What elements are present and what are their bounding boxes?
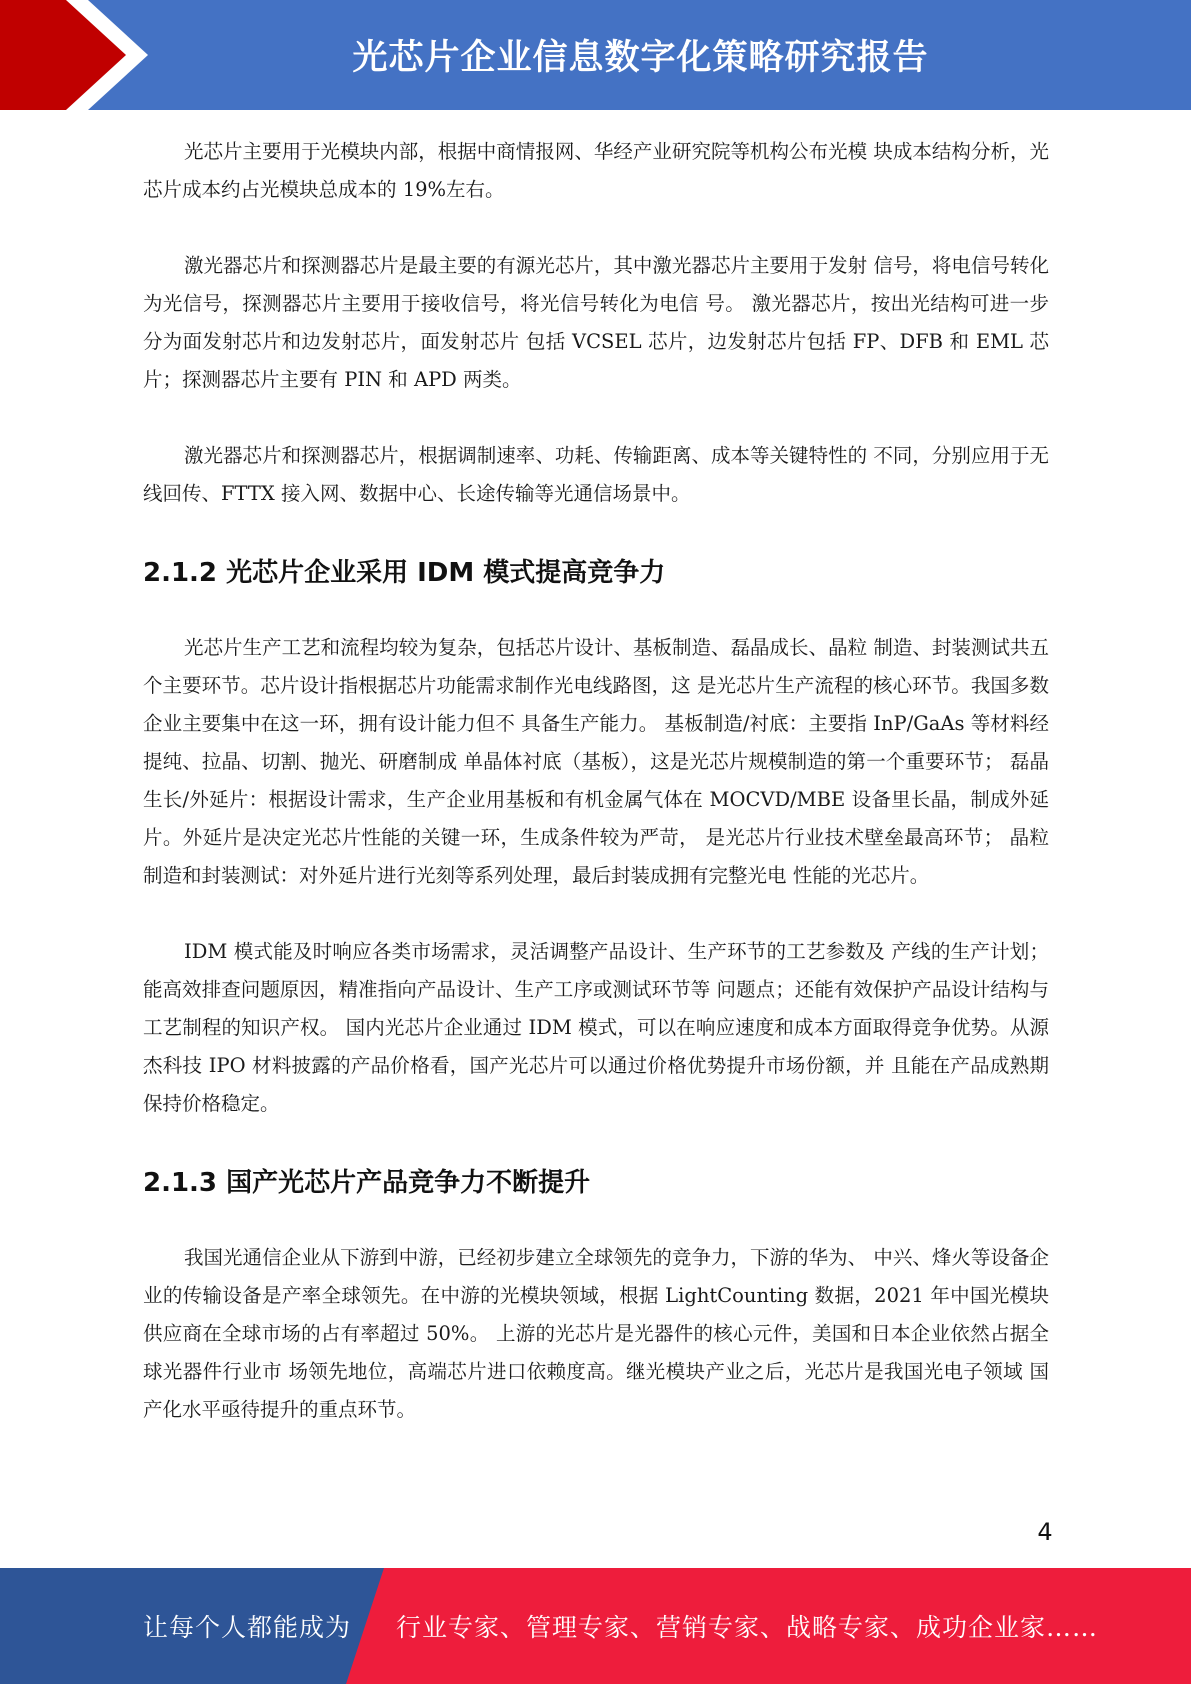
footer-slogan-right: 行业专家、管理专家、营销专家、战略专家、成功企业家…… xyxy=(396,1613,1099,1642)
page-header xyxy=(0,0,1191,110)
paragraph-1: 光芯片主要用于光模块内部，根据中商情报网、华经产业研究院等机构公布光模 块成本结构分析，光芯片成本约占光模块总成本的 19%左右。 xyxy=(143,140,1049,201)
page-footer xyxy=(0,1568,1191,1684)
paragraph-5: IDM 模式能及时响应各类市场需求，灵活调整产品设计、生产环节的工艺参数及 产线的生产计划；能高效排查问题原因，精准指向产品设计、生产工序或测试环节等 问题点；还能有效保护产品设计结构与工艺制程的知识产权。 国内光芯片企业通过 IDM 模式，可以在响应速度和成本方面取得竞争优势。从源 杰科技 IPO 材料披露的产品价格看，国产光芯片可以通过价格优势提升市场份额，并 且能在产品成熟期保持价格稳定。 xyxy=(143,940,1049,1115)
section-heading-2-1-3: 2.1.3 国产光芯片产品竞争力不断提升 xyxy=(143,1168,591,1198)
page-number: 4 xyxy=(1037,1518,1053,1546)
report-title: 光芯片企业信息数字化策略研究报告 xyxy=(352,38,929,78)
footer-slogan-left: 让每个人都能成为 xyxy=(143,1613,352,1642)
paragraph-4: 光芯片生产工艺和流程均较为复杂，包括芯片设计、基板制造、磊晶成长、晶粒 制造、封装测试共五个主要环节。芯片设计指根据芯片功能需求制作光电线路图，这 是光芯片生产流程的核心环节。我国多数企业主要集中在这一环，拥有设计能力但不 具备生产能力。 基板制造/衬底：主要指 InP/GaAs 等材料经提纯、拉晶、切割、抛光、研磨制成 单晶体衬底（基板），这是光芯片规模制造的第一个重要环节； 磊晶生长/外延片：根据设计需求，生产企业用基板和有机金属气体在 MOCVD/MBE 设备里长晶，制成外延片。外延片是决定光芯片性能的关键一环，生成条件较为严苛， 是光芯片行业技术壁垒最高环节； 晶粒制造和封装测试：对外延片进行光刻等系列处理，最后封装成拥有完整光电 性能的光芯片。 xyxy=(143,636,1049,887)
main-content xyxy=(143,133,1049,1459)
paragraph-2: 激光器芯片和探测器芯片是最主要的有源光芯片，其中激光器芯片主要用于发射 信号，将电信号转化为光信号，探测器芯片主要用于接收信号，将光信号转化为电信 号。 激光器芯片，按出光结构可进一步分为面发射芯片和边发射芯片，面发射芯片 包括 VCSEL 芯片，边发射芯片包括 FP、DFB 和 EML 芯片；探测器芯片主要有 PIN 和 APD 两类。 xyxy=(143,254,1049,391)
section-heading-2-1-2: 2.1.2 光芯片企业采用 IDM 模式提高竞争力 xyxy=(143,558,666,588)
paragraph-6: 我国光通信企业从下游到中游，已经初步建立全球领先的竞争力，下游的华为、 中兴、烽火等设备企业的传输设备是产率全球领先。在中游的光模块领域，根据 LightCounting 数据，2021 年中国光模块供应商在全球市场的占有率超过 50%。 上游的光芯片是光器件的核心元件，美国和日本企业依然占据全球光器件行业市 场领先地位，高端芯片进口依赖度高。继光模块产业之后，光芯片是我国光电子领域 国产化水平亟待提升的重点环节。 xyxy=(143,1246,1049,1421)
paragraph-3: 激光器芯片和探测器芯片，根据调制速率、功耗、传输距离、成本等关键特性的 不同，分别应用于无线回传、FTTX 接入网、数据中心、长途传输等光通信场景中。 xyxy=(143,444,1049,505)
